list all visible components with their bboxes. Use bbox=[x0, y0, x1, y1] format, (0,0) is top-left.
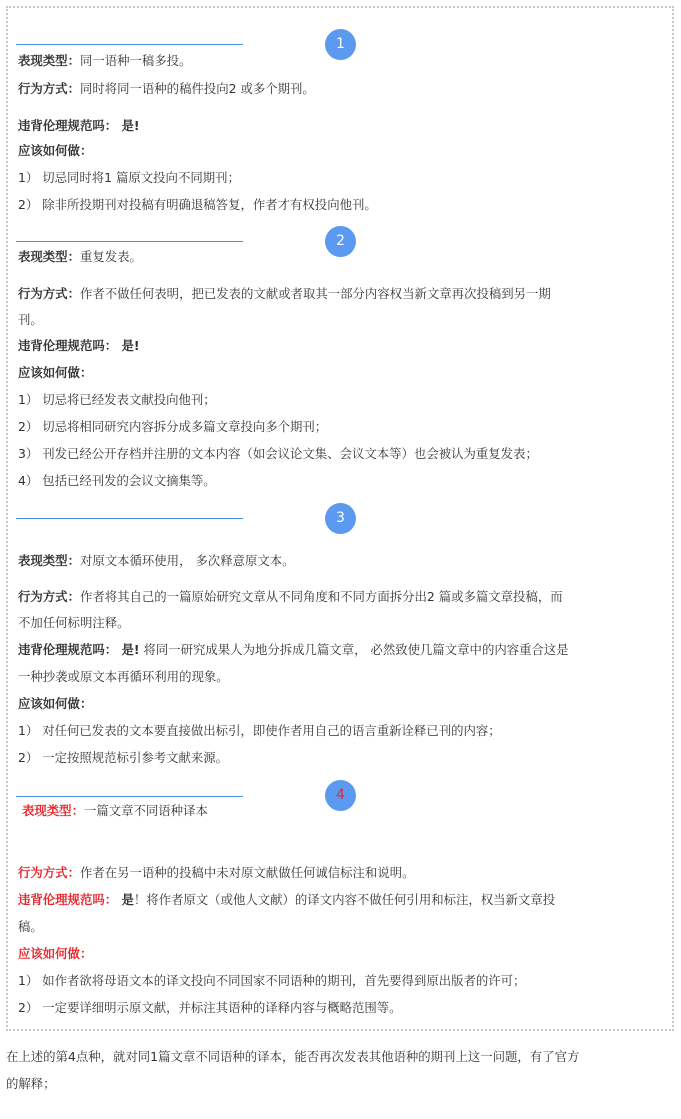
section-divider bbox=[16, 518, 243, 519]
list-item: 2） 一定按照规范标引参考文献来源。 bbox=[18, 750, 229, 765]
section-divider bbox=[16, 44, 243, 45]
section-number-badge: 4 bbox=[325, 780, 356, 811]
method-line: 行为方式：作者将其自己的一篇原始研究文章从不同角度和不同方面拆分出2 篇或多篇文章投稿，而 bbox=[18, 589, 563, 604]
violate-line: 违背伦理规范吗： 是! bbox=[18, 338, 140, 353]
method-line-cont: 不加任何标明注释。 bbox=[18, 615, 130, 630]
section-number-badge: 1 bbox=[325, 29, 356, 60]
footer-paragraph-line: 的解释； bbox=[6, 1076, 56, 1091]
type-line: 表现类型：一篇文章不同语种译本 bbox=[22, 803, 208, 818]
method-line-cont: 刊。 bbox=[18, 312, 43, 327]
violate-line-cont: 稿。 bbox=[18, 919, 43, 934]
list-item: 4） 包括已经刊发的会议文摘集等。 bbox=[18, 473, 216, 488]
list-item: 2） 切忌将相同研究内容拆分成多篇文章投向多个期刊； bbox=[18, 419, 328, 434]
how-heading: 应该如何做： bbox=[18, 946, 93, 961]
footer-paragraph-line: 在上述的第4点种，就对同1篇文章不同语种的译本，能否再次发表其他语种的期刊上这一问题，有了官方 bbox=[6, 1049, 580, 1064]
list-item: 1） 对任何已发表的文本要直接做出标引，即使作者用自己的语言重新诠释已刊的内容； bbox=[18, 723, 501, 738]
type-line: 表现类型：重复发表。 bbox=[18, 249, 142, 264]
section-divider bbox=[16, 241, 243, 242]
list-item: 3） 刊发已经公开存档并注册的文本内容（如会议论文集、会议文本等）也会被认为重复发表； bbox=[18, 446, 538, 461]
how-heading: 应该如何做： bbox=[18, 365, 93, 380]
list-item: 2） 一定要详细明示原文献，并标注其语种的译释内容与概略范围等。 bbox=[18, 1000, 402, 1015]
how-heading: 应该如何做： bbox=[18, 143, 93, 158]
violate-line-cont: 一种抄袭或原文本再循环利用的现象。 bbox=[18, 669, 229, 684]
type-line: 表现类型：对原文本循环使用， 多次释意原文本。 bbox=[18, 553, 295, 568]
violate-line: 违背伦理规范吗： 是! 将同一研究成果人为地分拆成几篇文章， 必然致使几篇文章中的内容重合这是 bbox=[18, 642, 569, 657]
method-line: 行为方式：作者不做任何表明，把已发表的文献或者取其一部分内容权当新文章再次投稿到另一期 bbox=[18, 286, 551, 301]
list-item: 1） 切忌将已经发表文献投向他刊； bbox=[18, 392, 216, 407]
section-number-badge: 3 bbox=[325, 503, 356, 534]
list-item: 1） 如作者欲将母语文本的译文投向不同国家不同语种的期刊，首先要得到原出版者的许可； bbox=[18, 973, 526, 988]
how-heading: 应该如何做： bbox=[18, 696, 93, 711]
list-item: 1） 切忌同时将1 篇原文投向不同期刊； bbox=[18, 170, 240, 185]
section-number-badge: 2 bbox=[325, 226, 356, 257]
method-line: 行为方式：同时将同一语种的稿件投向2 或多个期刊。 bbox=[18, 81, 315, 96]
violate-line: 违背伦理规范吗： 是! bbox=[18, 118, 140, 133]
violate-line: 违背伦理规范吗： 是！将作者原文（或他人文献）的译文内容不做任何引用和标注，权当新文章投 bbox=[18, 892, 556, 907]
list-item: 2） 除非所投期刊对投稿有明确退稿答复，作者才有权投向他刊。 bbox=[18, 197, 377, 212]
type-line: 表现类型：同一语种一稿多投。 bbox=[18, 53, 192, 68]
method-line: 行为方式：作者在另一语种的投稿中未对原文献做任何诚信标注和说明。 bbox=[18, 865, 415, 880]
